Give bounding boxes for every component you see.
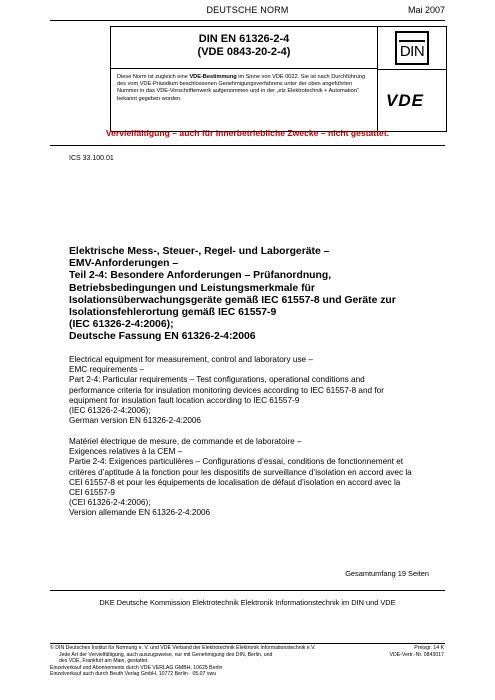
divider xyxy=(50,643,445,644)
title-block xyxy=(110,26,447,132)
copy-restriction-warning: Vervielfältigung – auch für innerbetriebliche Zwecke – nicht gestattet. xyxy=(105,128,390,138)
vde-logo-cell xyxy=(378,69,446,131)
din-logo-cell xyxy=(378,27,446,70)
german-title-line: (IEC 61326-2-4:2006); xyxy=(69,319,174,331)
standard-number-cell xyxy=(111,27,378,69)
french-title-line: Partie 2-4: Exigences particulières – Configurations d’essai, conditions de fonctionnement et xyxy=(69,457,404,467)
page-count: Gesamtumfang 19 Seiten xyxy=(345,569,429,578)
vde-note xyxy=(111,69,378,131)
english-title-line: equipment for insulation fault location according to IEC 61557-9 xyxy=(69,395,300,405)
english-title-line: performance criteria for insulation monitoring devices according to IEC 61557-8 and for xyxy=(69,385,384,395)
vde-order-number: VDE-Vertr.-Nr. 0843017 xyxy=(389,651,444,658)
french-title-line: Exigences relatives à la CEM – xyxy=(69,447,183,457)
vde-classification: (VDE 0843-20-2-4) xyxy=(197,46,291,58)
vde-note-bold: VDE-Bestimmung xyxy=(189,74,237,80)
ics-code: ICS 33.100.01 xyxy=(69,155,114,162)
footer-line: Einzelverkauf und Abonnements durch VDE VERLAG GMBH, 10625 Berlin xyxy=(50,664,223,671)
german-title-line: Elektrische Mess-, Steuer-, Regel- und Laborgeräte – xyxy=(69,246,330,257)
french-title-line: critères d’aptitude à la fonction pour les dispositifs de surveillance d’isolation en accord avec la xyxy=(69,467,412,477)
divider xyxy=(50,590,445,591)
german-title xyxy=(69,246,439,344)
english-title xyxy=(69,355,444,426)
french-title-line: Matériel électrique de mesure, de commande et de laboratoire – xyxy=(69,437,302,446)
divider xyxy=(50,145,445,146)
footer-line: Jede Art der Vervielfältigung, auch auszugsweise, nur mit Genehmigung des DIN, Berlin, und xyxy=(59,651,273,658)
french-title-line: Version allemande EN 61326-2-4:2006 xyxy=(69,508,211,518)
french-title-line: (CEI 61326-2-4:2006); xyxy=(69,498,151,508)
vde-note-text-1: Diese Norm ist zugleich eine xyxy=(117,74,190,80)
din-logo-text: DIN xyxy=(399,43,425,60)
french-title-line: CEI 61557-9 xyxy=(69,488,115,498)
english-title-line: (IEC 61326-2-4:2006); xyxy=(69,406,151,416)
german-title-line: Isolationsüberwachungsgeräte gemäß IEC 61557-8 und Geräte zur xyxy=(69,294,396,306)
french-title xyxy=(69,437,449,519)
price-info xyxy=(390,645,445,658)
english-title-line: EMC requirements – xyxy=(69,365,145,375)
price-group: Preisgr. 14 K xyxy=(414,645,444,651)
copyright-footer xyxy=(50,645,370,678)
vde-note-text-2: im Sinne von VDE 0022. Sie ist nach Durchführung des vom VDE-Präsidium beschlossenen Genehmigungsverfahrens unter der oben angeführten Nummer in das VDE-Vorschriftenwerk aufgenommen und in der „etz Elektrotechnik + Automation“ bekannt gegeben worden. xyxy=(117,74,366,102)
french-title-line: CEI 61557-8 et pour les équipements de localisation de défaut d’isolation en accord avec la xyxy=(69,477,401,487)
german-title-line: Isolationsfehlerortung gemäß IEC 61557-9 xyxy=(69,307,277,319)
footer-line: © DIN Deutsches Institut für Normung e. V. und VDE Verband der Elektrotechnik Elektronik Informationstechnik e.V. xyxy=(50,645,316,651)
vde-logo: VDE xyxy=(386,91,424,110)
english-title-line: German version EN 61326-2-4:2006 xyxy=(69,416,201,426)
english-title-line: Part 2-4: Particular requirements – Test configurations, operational conditions and xyxy=(69,375,365,385)
standard-number: DIN EN 61326-2-4 xyxy=(198,33,290,45)
footer-line: des VDE, Frankfurt am Main, gestattet. xyxy=(59,658,149,665)
german-title-line: Teil 2-4: Besondere Anforderungen – Prüfanordnung, xyxy=(69,270,332,282)
dke-publisher: DKE Deutsche Kommission Elektrotechnik Elektronik Informationstechnik im DIN und VDE xyxy=(99,598,396,607)
top-header-bar xyxy=(50,0,445,21)
din-logo xyxy=(395,31,429,65)
german-title-line: Deutsche Fassung EN 61326-2-4:2006 xyxy=(69,331,256,343)
english-title-line: Electrical equipment for measurement, control and laboratory use – xyxy=(69,355,313,364)
german-title-line: Betriebsbedingungen und Leistungsmerkmale für xyxy=(69,282,315,294)
german-title-line: EMV-Anforderungen – xyxy=(69,258,179,270)
publication-date: Mai 2007 xyxy=(407,5,445,15)
document-type: DEUTSCHE NORM xyxy=(206,5,289,15)
footer-line: Einzelverkauf auch durch Beuth Verlag GmbH, 10772 Berlin · 05.07 vwu xyxy=(50,671,217,678)
